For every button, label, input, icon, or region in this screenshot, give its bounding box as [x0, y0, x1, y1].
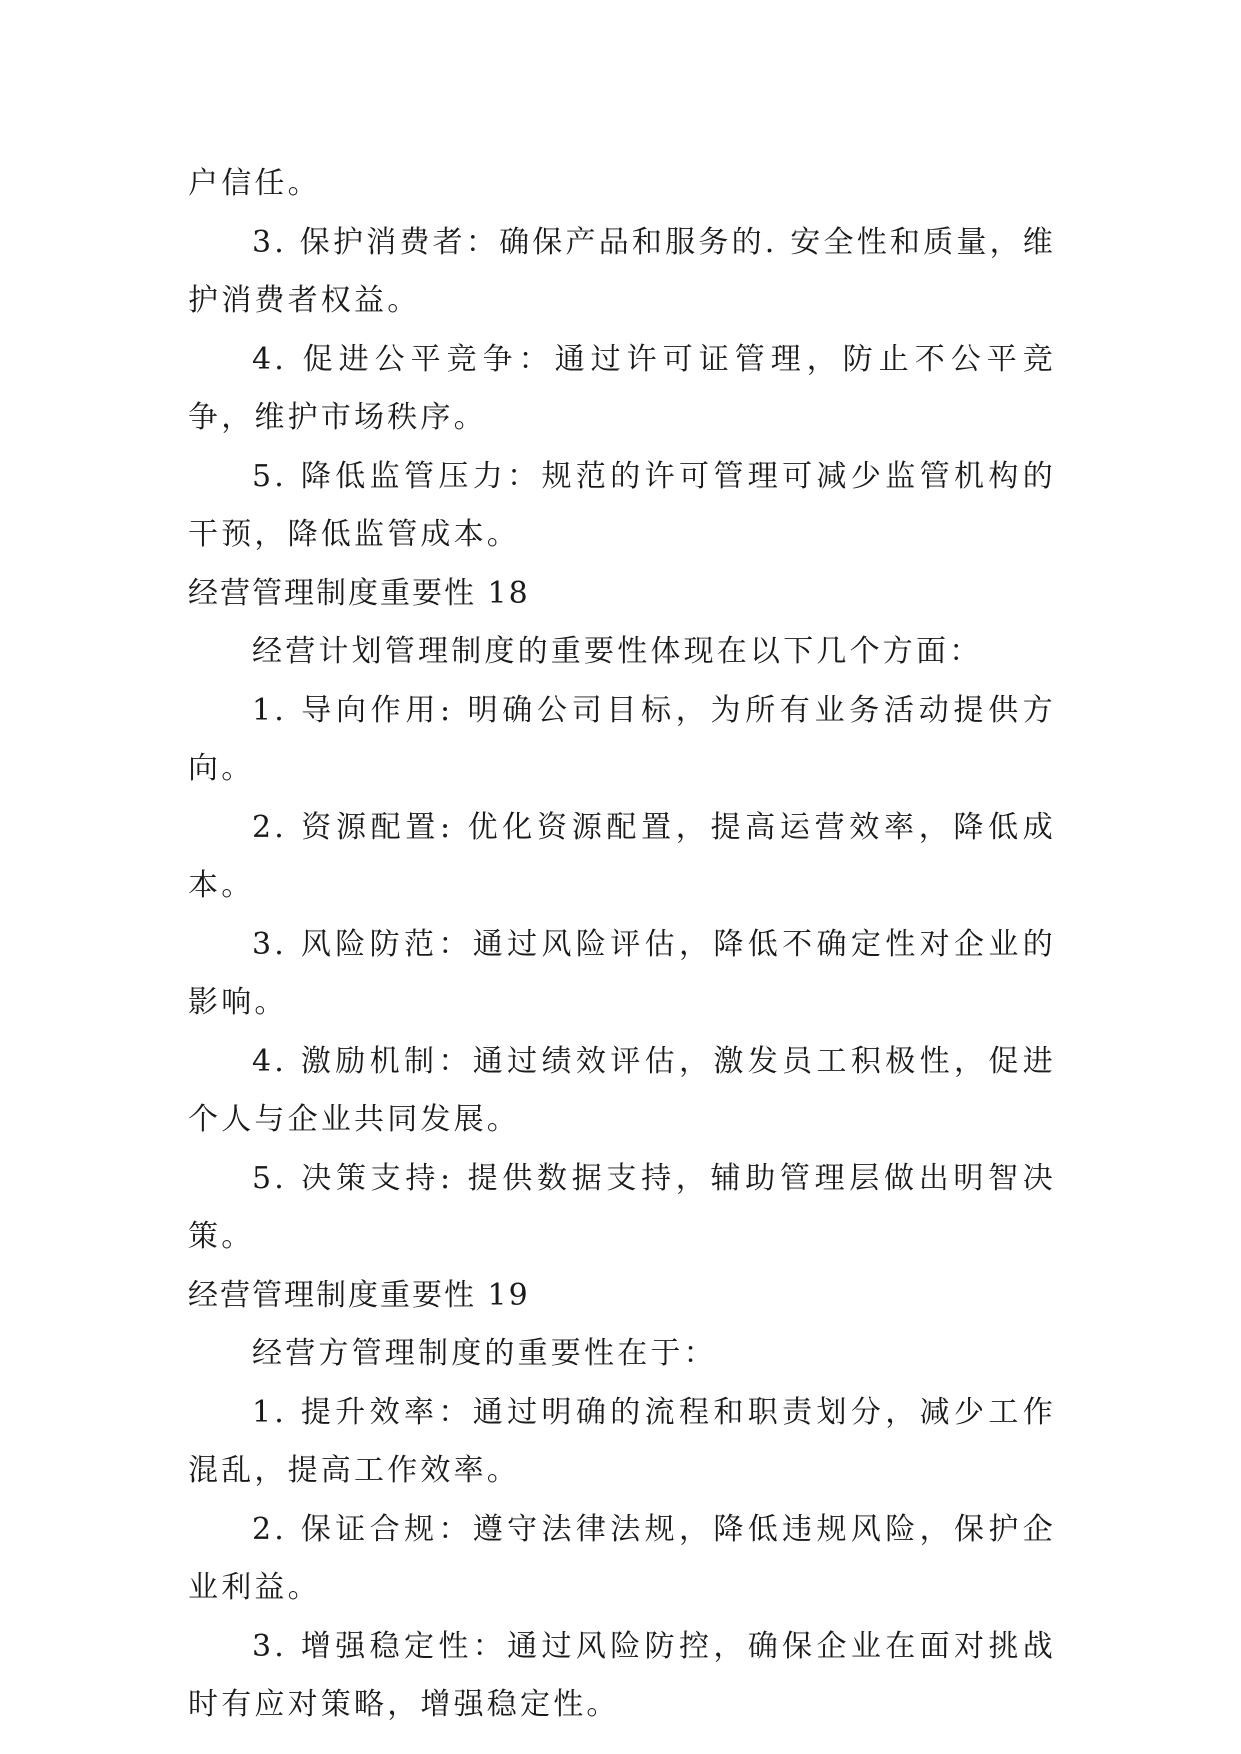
list-item-compliance: 2. 保证合规：遵守法律法规，降低违规风险，保护企业利益。	[188, 1511, 1056, 1605]
list-item-guidance: 1. 导向作用: 明确公司目标，为所有业务活动提供方向。	[188, 692, 1056, 786]
list-item-stability: 3. 增强稳定性：通过风险防控，确保企业在面对挑战时有应对策略，增强稳定性。	[188, 1628, 1056, 1722]
list-item-decision-support: 5. 决策支持: 提供数据支持，辅助管理层做出明智决策。	[188, 1160, 1056, 1254]
paragraph-continuation: 户信任。	[188, 166, 321, 201]
list-item-resource-allocation: 2. 资源配置: 优化资源配置，提高运营效率，降低成本。	[188, 809, 1056, 903]
document-body	[188, 155, 1056, 1735]
list-item-reduce-regulation: 5. 降低监管压力：规范的许可管理可减少监管机构的干预，降低监管成本。	[188, 458, 1056, 552]
list-item-protect-consumers: 3. 保护消费者：确保产品和服务的. 安全性和质量，维护消费者权益。	[188, 224, 1056, 318]
section-heading-19: 经营管理制度重要性 19	[188, 1277, 530, 1313]
list-item-fair-competition: 4. 促进公平竞争：通过许可证管理，防止不公平竞争，维护市场秩序。	[188, 341, 1056, 435]
list-item-efficiency: 1. 提升效率：通过明确的流程和职责划分，减少工作混乱，提高工作效率。	[188, 1394, 1056, 1488]
list-item-risk-prevention: 3. 风险防范：通过风险评估，降低不确定性对企业的影响。	[188, 926, 1056, 1020]
section-heading-18: 经营管理制度重要性 18	[188, 575, 530, 611]
list-item-incentive: 4. 激励机制：通过绩效评估，激发员工积极性，促进个人与企业共同发展。	[188, 1043, 1056, 1137]
section-intro-19: 经营方管理制度的重要性在于：	[252, 1336, 717, 1371]
section-intro-18: 经营计划管理制度的重要性体现在以下几个方面：	[252, 634, 983, 669]
